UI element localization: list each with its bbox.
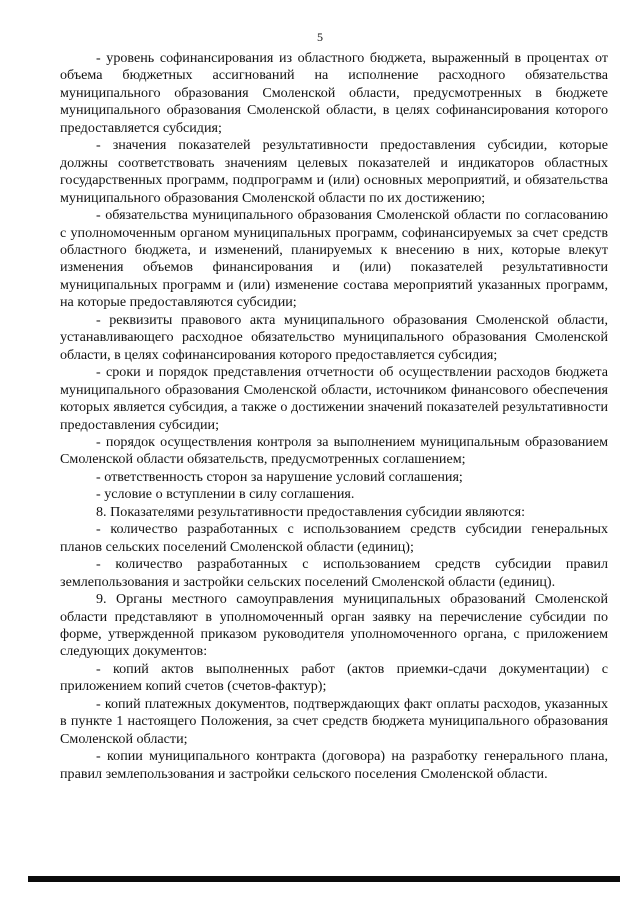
paragraph-contract-copy: - копии муниципального контракта (договора) на разработку генерального плана, правил землепользования и застройки сельского поселения Смоленской области.: [60, 748, 608, 782]
paragraph-section-8-heading: 8. Показателями результативности предоставления субсидии являются:: [96, 503, 526, 520]
document-body: [60, 50, 608, 783]
paragraph-payment-documents-copies: - копий платежных документов, подтверждающих факт оплаты расходов, указанных в пункте 1 настоящего Положения, за счет средств бюджета муниципального образования Смоленской области;: [60, 695, 608, 747]
paragraph-legal-act-details: - реквизиты правового акта муниципального образования Смоленской области, устанавливающего расходное обязательство муниципального образования Смоленской области, в целях софинансирования которого предоставляется субсидия;: [60, 311, 608, 363]
bottom-rule: [28, 876, 620, 882]
paragraph-acts-of-work-copies: - копий актов выполненных работ (актов приемки-сдачи документации) с приложением копий счетов (счетов-фактур);: [60, 660, 608, 695]
paragraph-program-approval-obligation: - обязательства муниципального образования Смоленской области по согласованию с уполномоченным органом муниципальных программ, софинансируемых за счет средств областного бюджета, и изменений, планируемых к внесению в них, которые влекут изменения объемов финансирования и (или) показателей результативности муниципальных программ и (или) изменение состава мероприятий указанных программ, на которые предоставляются субсидии;: [60, 207, 608, 311]
paragraph-control-procedure: - порядок осуществления контроля за выполнением муниципальным образованием Смоленской области обязательств, предусмотренных соглашением;: [60, 433, 608, 468]
paragraph-performance-indicators: - значения показателей результативности предоставления субсидии, которые должны соответствовать значениям целевых показателей и индикаторов областных государственных программ, подпрограмм и (или) основных мероприятий, и обязательства муниципального образования Смоленской области по их достижению;: [60, 137, 608, 206]
paragraph-land-use-rules-count: - количество разработанных с использованием средств субсидии правил землепользования и застройки сельских поселений Смоленской области (единиц).: [60, 556, 608, 590]
paragraph-general-plans-count: - количество разработанных с использованием средств субсидии генеральных планов сельских поселений Смоленской области (единиц);: [60, 521, 608, 555]
paragraph-liability: - ответственность сторон за нарушение условий соглашения;: [96, 468, 463, 485]
page-number: 5: [317, 30, 323, 44]
paragraph-entry-into-force: - условие о вступлении в силу соглашения.: [96, 486, 355, 503]
paragraph-cofinancing-level: - уровень софинансирования из областного бюджета, выраженный в процентах от объема бюджетных ассигнований на исполнение расходного обязательства муниципального образования Смоленской области, предусмотренных в бюджете муниципального образования Смоленской области, в целях софинансирования которого предоставляется субсидия;: [60, 50, 608, 136]
paragraph-reporting-terms: - сроки и порядок представления отчетности об осуществлении расходов бюджета муниципального образования Смоленской области, источником финансового обеспечения которых является субсидия, а также о достижении значений показателей результативности предоставления субсидии;: [60, 364, 608, 433]
paragraph-section-9-application: 9. Органы местного самоуправления муниципальных образований Смоленской области представляют в уполномоченный орган заявку на перечисление субсидии по форме, утвержденной приказом руководителя уполномоченного органа, с приложением следующих документов:: [60, 591, 608, 660]
